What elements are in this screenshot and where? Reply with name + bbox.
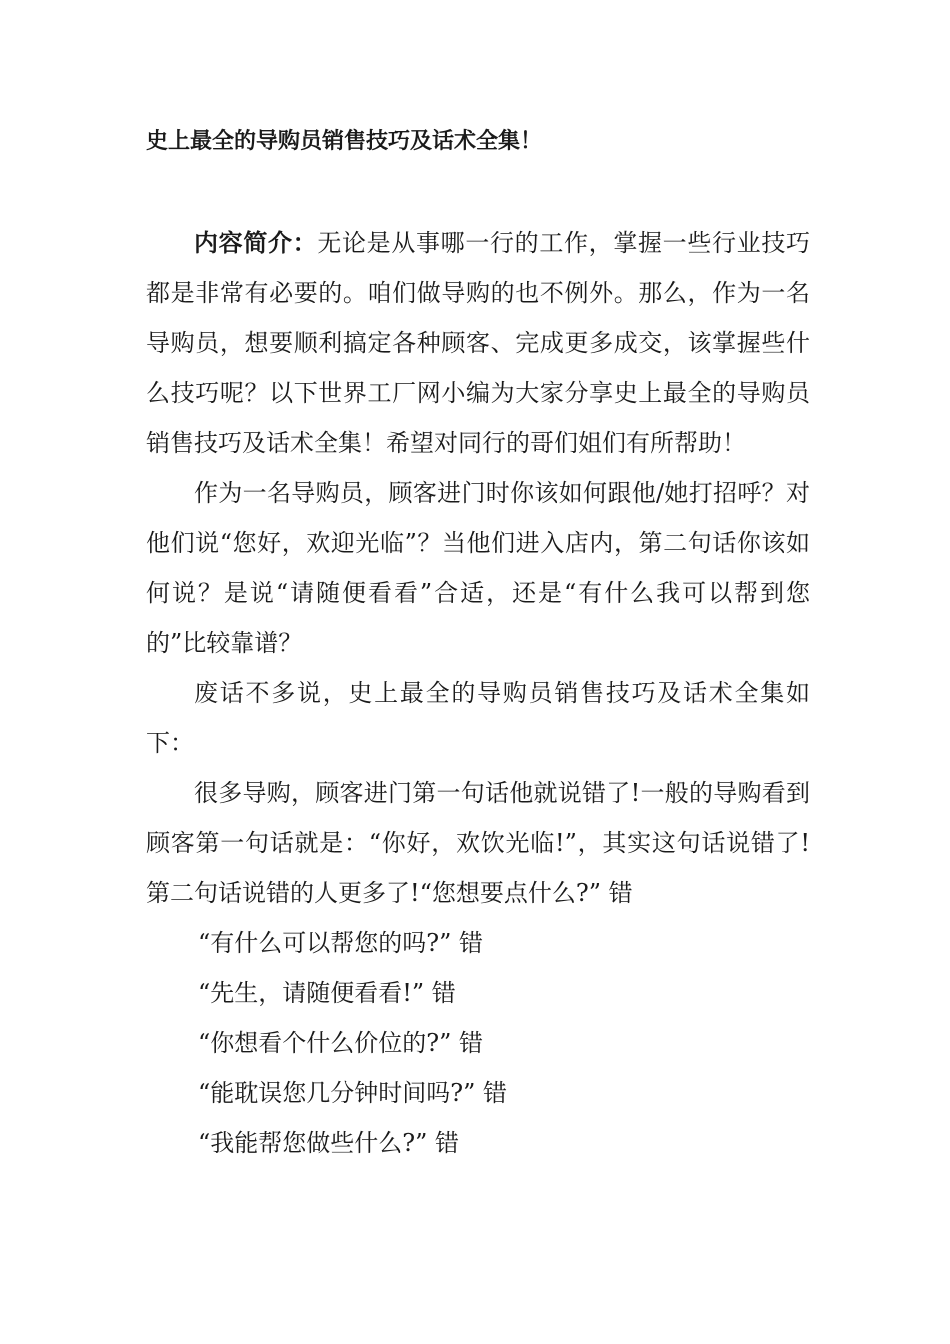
wrong-phrase-5: “我能帮您做些什么?” 错 [198, 1129, 460, 1157]
wrong-phrase-3: “你想看个什么价位的?” 错 [198, 1029, 484, 1057]
wrong-phrase-2: “先生，请随便看看!” 错 [198, 979, 456, 1007]
wrong-phrase-1: “有什么可以帮您的吗?” 错 [198, 929, 484, 957]
paragraph-common-mistakes: 很多导购，顾客进门第一句话他就说错了!一般的导购看到顾客第一句话就是：“你好，欢饮光临!”，其实这句话说错了!第二句话说错的人更多了!“您想要点什么?” 错 [146, 779, 810, 907]
document-body [146, 218, 810, 1168]
wrong-phrase-4: “能耽误您几分钟时间吗?” 错 [198, 1079, 508, 1107]
intro-text: 无论是从事哪一行的工作，掌握一些行业技巧都是非常有必要的。咱们做导购的也不例外。那么，作为一名导购员，想要顺利搞定各种顾客、完成更多成交，该掌握些什么技巧呢？以下世界工厂网小编为大家分享史上最全的导购员销售技巧及话术全集！希望对同行的哥们姐们有所帮助！ [146, 229, 811, 457]
paragraph-lead-in: 废话不多说，史上最全的导购员销售技巧及话术全集如下： [146, 679, 810, 757]
document-title: 史上最全的导购员销售技巧及话术全集！ [146, 129, 543, 154]
paragraph-greeting-question: 作为一名导购员，顾客进门时你该如何跟他/她打招呼？对他们说“您好，欢迎光临”？当他们进入店内，第二句话你该如何说？是说“请随便看看”合适，还是“有什么我可以帮到您的”比较靠谱？ [146, 479, 810, 657]
intro-paragraph [146, 218, 810, 468]
intro-label: 内容简介： [194, 229, 318, 257]
